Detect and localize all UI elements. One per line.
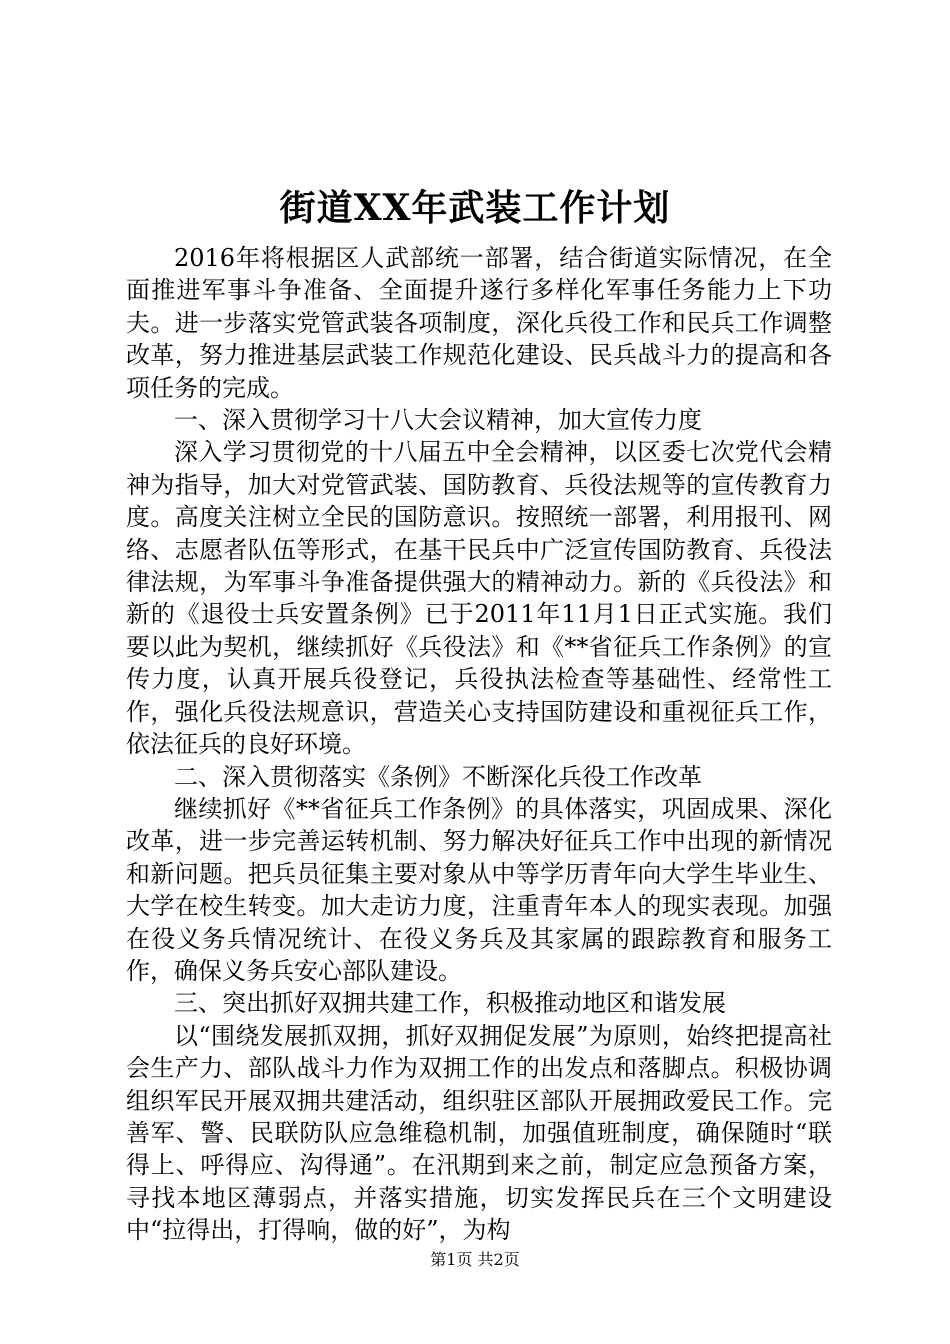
paragraph-section-2: 继续抓好《**省征兵工作条例》的具体落实，巩固成果、深化改革，进一步完善运转机制、努力解决好征兵工作中出现的新情况和新问题。把兵员征集主要对象从中等学历青年向大学生毕业生、大学在校生转变。加大走访力度，注重青年本人的现实表现。加强在役义务兵情况统计、在役义务兵及其家属的跟踪教育和服务工作，确保义务兵安心部队建设。	[126, 794, 832, 985]
section-heading-1: 一、深入贯彻学习十八大会议精神，加大宣传力度	[174, 406, 702, 435]
paragraph-intro: 2016年将根据区人武部统一部署，结合街道实际情况，在全面推进军事斗争准备、全面提升遂行多样化军事任务能力上下功夫。进一步落实党管武装各项制度，深化兵役工作和民兵工作调整改革，努力推进基层武装工作规范化建设、民兵战斗力的提高和各项任务的完成。	[126, 244, 832, 402]
section-heading-3: 三、突出抓好双拥共建工作，积极推动地区和谐发展	[174, 989, 726, 1018]
document-body	[126, 242, 832, 1247]
document-title: 街道XX年武装工作计划	[279, 187, 671, 229]
section-heading-2: 二、深入贯彻落实《条例》不断深化兵役工作改革	[174, 762, 702, 791]
paragraph-section-3: 以“围绕发展抓双拥，抓好双拥促发展”为原则，始终把提高社会生产力、部队战斗力作为双拥工作的出发点和落脚点。积极协调组织军民开展双拥共建活动，组织驻区部队开展拥政爱民工作。完善军、警、民联防队应急维稳机制，加强值班制度，确保随时“联得上、呼得应、沟得通”。在汛期到来之前，制定应急预备方案，寻找本地区薄弱点，并落实措施，切实发挥民兵在三个文明建设中“拉得出，打得响，做的好”，为构	[126, 1021, 832, 1245]
page-number-footer: 第1页 共2页	[430, 1250, 520, 1269]
paragraph-section-1: 深入学习贯彻党的十八届五中全会精神，以区委七次党代会精神为指导，加大对党管武装、国防教育、兵役法规等的宣传教育力度。高度关注树立全民的国防意识。按照统一部署，利用报刊、网络、志愿者队伍等形式，在基干民兵中广泛宣传国防教育、兵役法律法规，为军事斗争准备提供强大的精神动力。新的《兵役法》和新的《退役士兵安置条例》已于2011年11月1日正式实施。我们要以此为契机，继续抓好《兵役法》和《**省征兵工作条例》的宣传力度，认真开展兵役登记，兵役执法检查等基础性、经常性工作，强化兵役法规意识，营造关心支持国防建设和重视征兵工作，依法征兵的良好环境。	[126, 438, 832, 759]
